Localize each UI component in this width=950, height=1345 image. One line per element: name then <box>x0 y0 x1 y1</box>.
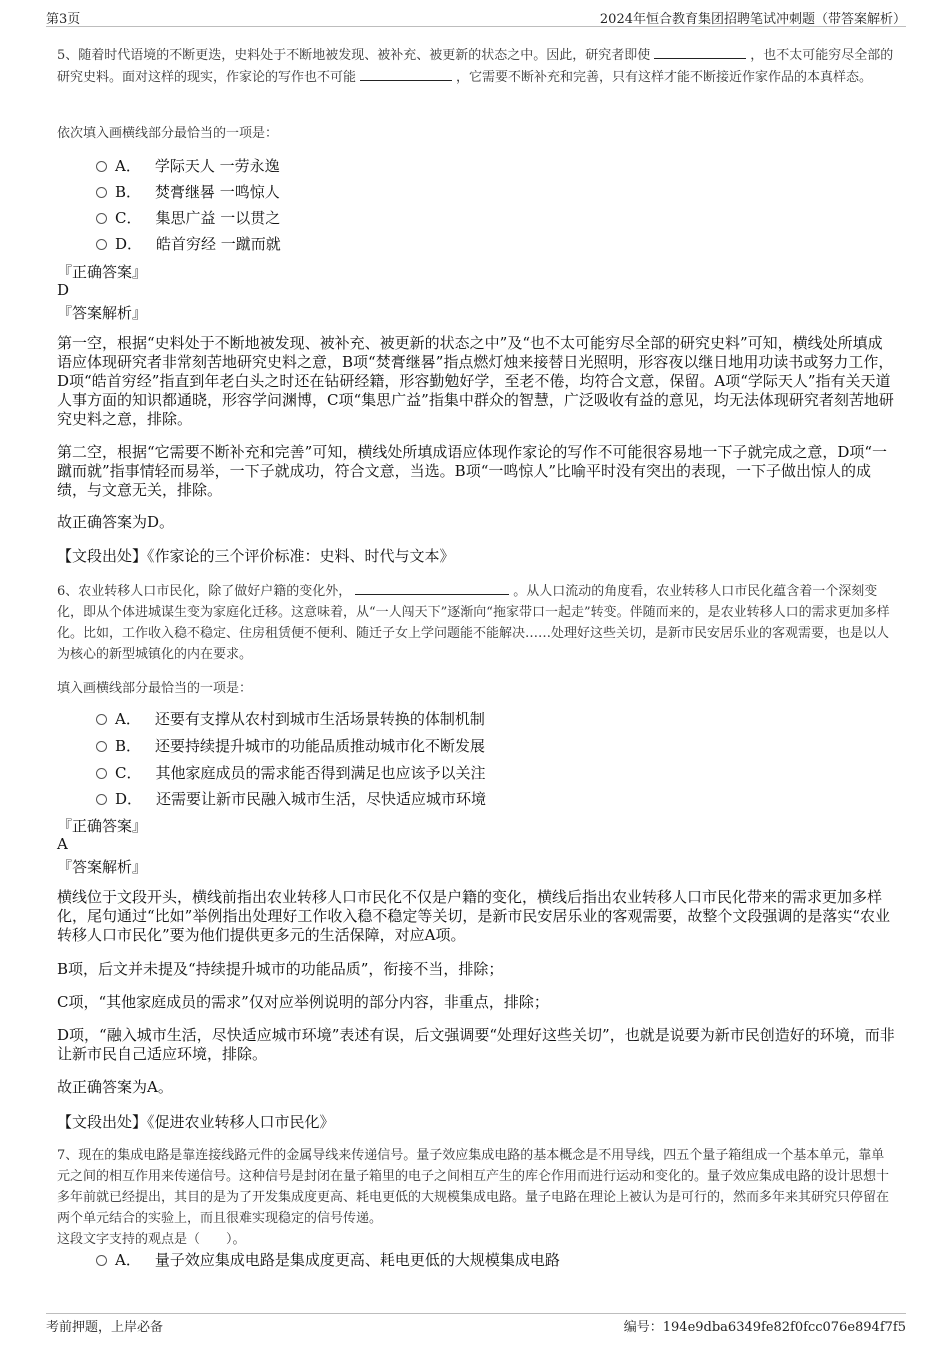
q5-source: 【文段出处】《作家论的三个评价标准：史料、时代与文本》 <box>57 547 455 565</box>
q5-analysis-paragraph-1: 第一空，根据“史料处于不断地被发现、被补充、被更新的状态之中”及“也不太可能穷尽全部的研究史料”可知，横线处所填成语应体现研究者非常刻苦地研究史料之意，B项“焚膏继晷”指点燃灯烛来接替日光照明，形容夜以继日地用功读书或努力工作，D项“皓首穷经”指直到年老白头之时还在钻研经籍，形容勤勉好学，至老不倦，均符合文意，保留。A项“学际天人”指有关天道人事方面的知识都通晓，形容学问渊博，C项“集思广益”指集中群众的智慧，广泛吸收有益的意见，均无法体现研究者刻苦地研究史料之意，排除。 <box>57 334 894 428</box>
page-header <box>46 8 906 27</box>
q6-analysis-paragraph-2: B项，后文并未提及“持续提升城市的功能品质”，衔接不当，排除； <box>57 960 504 978</box>
radio-icon[interactable] <box>96 794 107 805</box>
q6-source: 【文段出处】《促进农业转移人口市民化》 <box>57 1113 335 1131</box>
question-6-stem: 6、农业转移人口市民化，除了做好户籍的变化外， 。从人口流动的角度看，农业转移人口市民化蕴含着一个深刻变化，即从个体进城谋生变为家庭化迁移。这意味着，从“一人闯天下”逐渐向“拖家带口一起走”转变。伴随而来的，是农业转移人口的需求更加多样化。比如，工作收入稳不稳定、住房租赁便不便利、随迁子女上学问题能不能解决……处理好这些关切，是新市民安居乐业的客观需要，也是以人为核心的新型城镇化的内在要求。 <box>57 580 895 665</box>
footer-note: 考前押题，上岸必备 <box>46 1320 164 1335</box>
document-title: 2024年恒合教育集团招聘笔试冲刺题（带答案解析） <box>599 12 906 27</box>
q6-option-a[interactable]: A． 还要有支撑从农村到城市生活场景转换的体制机制 <box>96 708 485 730</box>
q5-option-a[interactable]: A． 学际天人 一劳永逸 <box>96 155 280 177</box>
question-5-prompt: 依次填入画横线部分最恰当的一项是： <box>57 126 279 141</box>
q5-answer-label: 『正确答案』 <box>57 263 148 281</box>
document-code: 编号：194e9dba6349fe82f0fcc076e894f7f5 <box>623 1320 906 1335</box>
fill-blank-3 <box>355 580 509 595</box>
radio-icon[interactable] <box>96 187 107 198</box>
q6-option-c[interactable]: C． 其他家庭成员的需求能否得到满足也应该予以关注 <box>96 762 486 784</box>
q5-conclusion: 故正确答案为D。 <box>57 513 175 531</box>
radio-icon[interactable] <box>96 1255 107 1266</box>
q6-option-b[interactable]: B． 还要持续提升城市的功能品质推动城市化不断发展 <box>96 735 485 757</box>
radio-icon[interactable] <box>96 239 107 250</box>
q6-analysis-paragraph-4: D项，“融入城市生活，尽快适应城市环境”表述有误，后文强调要“处理好这些关切”，也就是说要为新市民创造好的环境，而非让新市民自己适应环境，排除。 <box>57 1026 895 1063</box>
radio-icon[interactable] <box>96 213 107 224</box>
q5-option-d[interactable]: D． 皓首穷经 一蹴而就 <box>96 233 281 255</box>
radio-icon[interactable] <box>96 768 107 779</box>
question-5-stem: 5、随着时代语境的不断更迭，史料处于不断地被发现、被补充、被更新的状态之中。因此，研究者即使 ，也不太可能穷尽全部的研究史料。面对这样的现实，作家论的写作也不可能 ，它需要不断补充和完善，只有这样才能不断接近作家作品的本真样态。 <box>57 44 895 88</box>
q5-option-b[interactable]: B． 焚膏继晷 一鸣惊人 <box>96 181 280 203</box>
q5-analysis-label: 『答案解析』 <box>57 304 148 322</box>
q6-analysis-paragraph-3: C项，“其他家庭成员的需求”仅对应举例说明的部分内容，非重点，排除； <box>57 993 549 1011</box>
page-number: 第3页 <box>46 12 81 27</box>
q6-conclusion: 故正确答案为A。 <box>57 1078 173 1096</box>
fill-blank-1 <box>654 44 746 59</box>
q6-answer: A <box>57 835 68 853</box>
page-footer <box>46 1313 906 1336</box>
q6-analysis-paragraph-1: 横线位于文段开头，横线前指出农业转移人口市民化不仅是户籍的变化，横线后指出农业转移人口市民化带来的需求更加多样化，尾句通过“比如”举例指出处理好工作收入稳不稳定等关切，是新市民安居乐业的客观需要，故整个文段强调的是落实“农业转移人口市民化”要为他们提供更多元的生活保障，对应A项。 <box>57 888 891 944</box>
q6-option-d[interactable]: D． 还需要让新市民融入城市生活，尽快适应城市环境 <box>96 788 486 810</box>
q5-analysis-paragraph-2: 第二空，根据“它需要不断补充和完善”可知，横线处所填成语应体现作家论的写作不可能很容易地一下子就完成之意，D项“一蹴而就”指事情轻而易举，一下子就成功，符合文意，当选。B项“一鸣惊人”比喻平时没有突出的表现，一下子做出惊人的成绩，与文意无关，排除。 <box>57 443 888 499</box>
q7-option-a[interactable]: A． 量子效应集成电路是集成度更高、耗电更低的大规模集成电路 <box>96 1249 560 1271</box>
q5-answer: D <box>57 281 70 299</box>
radio-icon[interactable] <box>96 741 107 752</box>
q5-option-c[interactable]: C． 集思广益 一以贯之 <box>96 207 280 229</box>
q6-analysis-label: 『答案解析』 <box>57 858 148 876</box>
question-6-prompt: 填入画横线部分最恰当的一项是： <box>57 681 253 696</box>
radio-icon[interactable] <box>96 161 107 172</box>
fill-blank-2 <box>360 66 452 81</box>
question-7-stem: 7、现在的集成电路是靠连接线路元件的金属导线来传递信号。量子效应集成电路的基本概念是不用导线，四五个量子箱组成一个基本单元，靠单元之间的相互作用来传递信号。这种信号是封闭在量子箱里的电子之间相互产生的库仑作用而进行运动和变化的。量子效应集成电路的设计思想十多年前就已经提出，其目的是为了开发集成度更高、耗电更低的大规模集成电路。量子电路在理论上被认为是可行的，然而多年来其研究只停留在两个单元结合的实验上，而且很难实现稳定的信号传递。 <box>57 1148 890 1226</box>
q6-answer-label: 『正确答案』 <box>57 817 148 835</box>
question-7-prompt: 这段文字支持的观点是（ ）。 <box>57 1232 246 1247</box>
radio-icon[interactable] <box>96 714 107 725</box>
